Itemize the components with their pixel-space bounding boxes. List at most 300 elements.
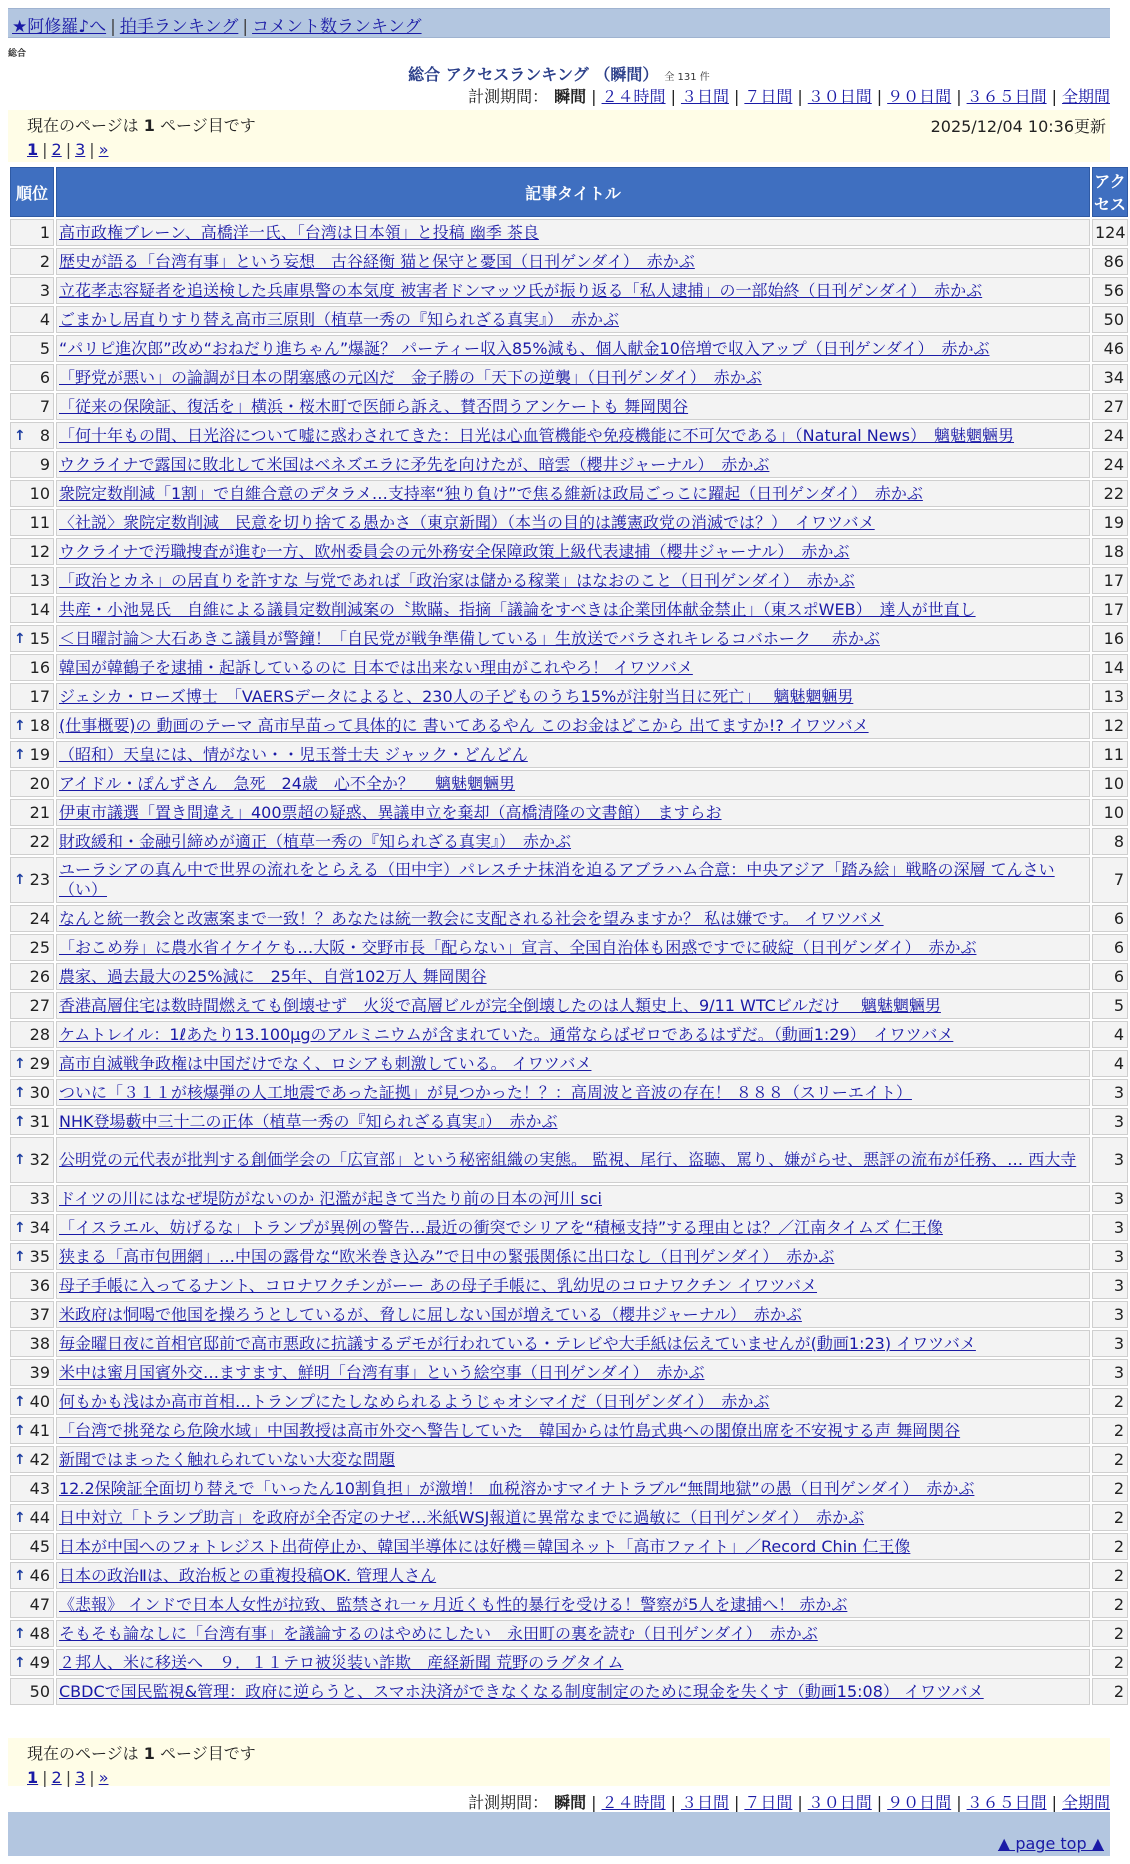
- rank-number: 50: [29, 1681, 50, 1701]
- table-row: [10, 509, 1128, 536]
- article-link[interactable]: 《悲報》 インドで日本人女性が拉致、監禁され一ヶ月近くも性的暴行を受ける！警察が5人を逮捕へ！ 赤かぶ: [59, 1594, 848, 1614]
- title-cell: [56, 625, 1090, 652]
- rank-number: 24: [29, 908, 50, 928]
- article-link[interactable]: そもそも論なしに「台湾有事」を議論するのはやめにしたい 永田町の裏を読む（日刊ゲンダイ） 赤かぶ: [59, 1623, 818, 1643]
- title-cell: [56, 1446, 1090, 1473]
- access-count: 24: [1092, 422, 1128, 449]
- ranking-title: 総合 アクセスランキング （瞬間）: [408, 65, 659, 84]
- access-count: 11: [1092, 741, 1128, 768]
- title-cell: [56, 393, 1090, 420]
- period-selector-top: [468, 84, 1110, 107]
- title-cell: [56, 451, 1090, 478]
- rank-cell: [10, 1301, 54, 1328]
- up-arrow-icon: ↑: [14, 746, 26, 763]
- updated-timestamp: 2025/12/04 10:36更新: [930, 117, 1106, 136]
- rank-number: 20: [29, 773, 50, 793]
- table-row: [10, 1417, 1128, 1444]
- article-link[interactable]: 「従来の保険証、復活を」横浜・桜木町で医師ら訴え、賛否問うアンケートも 舞岡関谷: [59, 396, 689, 416]
- period-separator: |: [1051, 1793, 1057, 1812]
- period-link[interactable]: ３６５日間: [966, 1793, 1047, 1812]
- table-row: [10, 654, 1128, 681]
- rank-cell: [10, 1417, 54, 1444]
- table-row: [10, 799, 1128, 826]
- article-link[interactable]: 狭まる「高市包囲網」…中国の露骨な“欧米巻き込み”で日中の緊張関係に出口なし（日刊ゲンダイ） 赤かぶ: [59, 1246, 835, 1266]
- article-link[interactable]: （昭和）天皇には、情がない・・児玉誉士夫 ジャック・どんどん: [59, 744, 528, 764]
- article-link[interactable]: NHK登場藪中三十二の正体（植草一秀の『知られざる真実』） 赤かぶ: [59, 1111, 558, 1131]
- table-row: [10, 1446, 1128, 1473]
- rank-number: 44: [29, 1507, 50, 1527]
- rank-cell: [10, 741, 54, 768]
- article-link[interactable]: 「おこめ券」に農水省イケイケも…大阪・交野市長「配らない」宣言、全国自治体も困惑ですでに破綻（日刊ゲンダイ） 赤かぶ: [59, 937, 977, 957]
- rank-cell: [10, 963, 54, 990]
- up-arrow-icon: ↑: [14, 1509, 26, 1526]
- up-arrow-icon: ↑: [14, 717, 26, 734]
- access-count: 3: [1092, 1243, 1128, 1270]
- rank-number: 12: [29, 541, 50, 561]
- table-row: [10, 1272, 1128, 1299]
- article-link[interactable]: 毎金曜日夜に首相官邸前で高市悪政に抗議するデモが行われている・テレビや大手紙は伝えていませんが(動画1:23) イワツバメ: [59, 1333, 976, 1353]
- up-arrow-icon: ↑: [14, 1113, 26, 1130]
- access-count: 2: [1092, 1446, 1128, 1473]
- period-link[interactable]: ３０日間: [807, 1793, 872, 1812]
- title-cell: [56, 567, 1090, 594]
- article-link[interactable]: ２邦人、米に移送へ ９．１１テロ被災装い詐欺 産経新聞 荒野のラグタイム: [59, 1652, 624, 1672]
- rank-number: 38: [29, 1333, 50, 1353]
- article-link[interactable]: ウクライナで露国に敗北して米国はベネズエラに矛先を向けたが、暗雲（櫻井ジャーナル） 赤かぶ: [59, 454, 770, 474]
- table-row: [10, 1562, 1128, 1589]
- access-count: 3: [1092, 1330, 1128, 1357]
- table-row: [10, 422, 1128, 449]
- article-link[interactable]: ついに「３１１が核爆弾の人工地震であった証拠」が見つかった！？：高周波と音波の存在！ ８８８（スリーエイト）: [59, 1082, 912, 1102]
- period-link[interactable]: ７日間: [744, 1793, 793, 1812]
- page-link-current[interactable]: 1: [27, 1768, 39, 1787]
- table-row: [10, 393, 1128, 420]
- table-row: [10, 1301, 1128, 1328]
- period-link[interactable]: ３日間: [680, 1793, 729, 1812]
- rank-number: 26: [29, 966, 50, 986]
- table-row: [10, 1137, 1128, 1183]
- rank-number: 13: [29, 570, 50, 590]
- rank-cell: [10, 1021, 54, 1048]
- rank-number: 36: [29, 1275, 50, 1295]
- rank-cell: [10, 1562, 54, 1589]
- rank-number: 46: [29, 1565, 50, 1585]
- table-row: [10, 934, 1128, 961]
- page-link-current[interactable]: 1: [27, 140, 39, 159]
- title-cell: [56, 857, 1090, 903]
- rank-cell: [10, 1050, 54, 1077]
- article-link[interactable]: 日本が中国へのフォトレジスト出荷停止か、韓国半導体には好機＝韓国ネット「高市ファイト」／Record Chin 仁王像: [59, 1536, 911, 1556]
- title-cell: [56, 1620, 1090, 1647]
- up-arrow-icon: ↑: [14, 630, 26, 647]
- page-link[interactable]: 3: [75, 140, 86, 159]
- up-arrow-icon: ↑: [14, 872, 26, 888]
- article-link[interactable]: 韓国が韓鶴子を逮捕・起訴しているのに 日本では出来ない理由がこれやろ！ イワツバメ: [59, 657, 693, 677]
- period-link[interactable]: ９０日間: [887, 1793, 952, 1812]
- access-count: 2: [1092, 1649, 1128, 1676]
- table-row: [10, 451, 1128, 478]
- period-separator: |: [1051, 87, 1057, 106]
- rank-cell: [10, 1504, 54, 1531]
- period-link[interactable]: ２４時間: [601, 87, 666, 106]
- period-separator: |: [797, 1793, 803, 1812]
- article-link[interactable]: 〈社説〉衆院定数削減 民意を切り捨てる愚かさ（東京新聞）（本当の目的は護憲政党の消滅では？） イワツバメ: [59, 512, 875, 532]
- article-link[interactable]: (仕事概要)の 動画のテーマ 高市早苗って具体的に 書いてあるやん このお金はどこから 出てますか!? イワツバメ: [59, 715, 869, 735]
- period-link[interactable]: ３日間: [680, 87, 729, 106]
- article-link[interactable]: ごまかし居直りすり替え高市三原則（植草一秀の『知られざる真実』） 赤かぶ: [59, 309, 620, 329]
- up-arrow-icon: ↑: [14, 1567, 26, 1584]
- article-link[interactable]: 日中対立「トランプ助言」を政府が全否定のナゼ…米紙WSJ報道に異常なまでに過敏に（日刊ゲンダイ） 赤かぶ: [59, 1507, 865, 1527]
- title-cell: [56, 538, 1090, 565]
- table-row: [10, 1504, 1128, 1531]
- home-link[interactable]: ★阿修羅♪へ: [12, 17, 107, 37]
- up-arrow-icon: ↑: [14, 1654, 26, 1671]
- title-cell: [56, 306, 1090, 333]
- table-header-row: [10, 167, 1128, 217]
- title-cell: [56, 741, 1090, 768]
- period-separator: |: [876, 1793, 883, 1812]
- rank-cell: [10, 625, 54, 652]
- table-row: [10, 364, 1128, 391]
- access-header: アクセス: [1092, 167, 1128, 217]
- period-separator: |: [956, 1793, 962, 1812]
- title-cell: [56, 1417, 1090, 1444]
- title-cell: [56, 1079, 1090, 1106]
- period-separator: |: [591, 87, 597, 106]
- rank-cell: [10, 335, 54, 362]
- access-count: 3: [1092, 1108, 1128, 1135]
- rank-cell: [10, 934, 54, 961]
- rank-cell: [10, 1388, 54, 1415]
- comment-ranking-link[interactable]: コメント数ランキング: [252, 17, 422, 37]
- period-link[interactable]: ２４時間: [601, 1793, 666, 1812]
- rank-number: 30: [29, 1082, 50, 1102]
- title-cell: [56, 1330, 1090, 1357]
- rank-cell: [10, 1446, 54, 1473]
- rank-cell: [10, 1243, 54, 1270]
- rank-cell: [10, 248, 54, 275]
- title-cell: [56, 509, 1090, 536]
- period-link[interactable]: ９０日間: [887, 87, 952, 106]
- table-row: [10, 770, 1128, 797]
- period-separator: |: [670, 87, 676, 106]
- title-cell: [56, 1301, 1090, 1328]
- table-row: [10, 1620, 1128, 1647]
- article-link[interactable]: ケムトレイル：1ℓあたり13.100μgのアルミニウムが含まれていた。通常ならばゼロであるはずだ。（動画1:29） イワツバメ: [59, 1024, 954, 1044]
- rank-cell: [10, 480, 54, 507]
- access-count: 4: [1092, 1050, 1128, 1077]
- title-cell: [56, 1649, 1090, 1676]
- article-link[interactable]: 高市政権ブレーン、高橋洋一氏、「台湾は日本領」と投稿 幽季 茶良: [59, 222, 539, 242]
- article-link[interactable]: 新聞ではまったく触れられていない大変な問題: [59, 1449, 396, 1469]
- table-row: [10, 905, 1128, 932]
- page-link[interactable]: 3: [75, 1768, 86, 1787]
- category-label: 総合: [8, 49, 27, 59]
- period-link[interactable]: ３０日間: [807, 87, 872, 106]
- ranking-heading: [0, 62, 1118, 85]
- article-link[interactable]: 高市自滅戦争政権は中国だけでなく、ロシアも刺激している。 イワツバメ: [59, 1053, 592, 1073]
- access-count: 3: [1092, 1079, 1128, 1106]
- title-cell: [56, 1108, 1090, 1135]
- title-cell: [56, 1021, 1090, 1048]
- article-link[interactable]: 公明党の元代表が批判する創価学会の「広宣部」という秘密組織の実態。 監視、尾行、盗聴、罵り、嫌がらせ、悪評の流布が任務、… 西大寺: [59, 1150, 1077, 1169]
- access-count: 18: [1092, 538, 1128, 565]
- up-arrow-icon: ↑: [14, 1084, 26, 1101]
- title-cell: [56, 992, 1090, 1019]
- rank-number: 19: [29, 744, 50, 764]
- article-link[interactable]: ＜日曜討論＞大石あきこ議員が警鐘！「自民党が戦争準備している」生放送でバラされキレるコバホーク 赤かぶ: [59, 628, 880, 648]
- title-cell: [56, 712, 1090, 739]
- table-row: [10, 712, 1128, 739]
- up-arrow-icon: ↑: [14, 1393, 26, 1410]
- article-link[interactable]: 米政府は恫喝で他国を操ろうとしているが、脅しに屈しない国が増えている（櫻井ジャーナル） 赤かぶ: [59, 1304, 802, 1324]
- rank-cell: [10, 799, 54, 826]
- rank-number: 21: [29, 802, 50, 822]
- access-count: 4: [1092, 1021, 1128, 1048]
- table-row: [10, 963, 1128, 990]
- rank-cell: [10, 393, 54, 420]
- page-link[interactable]: 2: [51, 1768, 62, 1787]
- article-link[interactable]: CBDCで国民監視&管理：政府に逆らうと、スマホ決済ができなくなる制度制定のために現金を失くす（動画15:08） イワツバメ: [59, 1681, 984, 1701]
- access-count: 2: [1092, 1533, 1128, 1560]
- period-current: 瞬間: [554, 87, 587, 106]
- title-cell: [56, 1475, 1090, 1502]
- article-link[interactable]: 衆院定数削減「1割」で自維合意のデタラメ…支持率“独り負け”で焦る維新は政局ごっこに躍起（日刊ゲンダイ） 赤かぶ: [59, 483, 923, 503]
- period-label: 計測期間：: [468, 87, 549, 106]
- rank-number: 49: [29, 1652, 50, 1672]
- table-row: [10, 277, 1128, 304]
- access-count: 17: [1092, 567, 1128, 594]
- article-link[interactable]: ユーラシアの真ん中で世界の流れをとらえる（田中宇）パレスチナ抹消を迫るアブラハム合意：中央アジア「踏み絵」戦略の深層 てんさい（い）: [59, 860, 1055, 899]
- table-row: [10, 1185, 1128, 1212]
- title-cell: [56, 654, 1090, 681]
- rank-cell: [10, 1533, 54, 1560]
- rank-number: 40: [29, 1391, 50, 1411]
- access-count: 2: [1092, 1417, 1128, 1444]
- period-separator: |: [733, 1793, 740, 1812]
- access-count: 14: [1092, 654, 1128, 681]
- rank-number: 43: [29, 1478, 50, 1498]
- article-link[interactable]: アイドル・ぽんずさん 急死 24歳 心不全か？ 魑魅魍魎男: [59, 773, 516, 793]
- rank-cell: [10, 451, 54, 478]
- page-separator: |: [89, 140, 95, 159]
- table-row: [10, 857, 1128, 903]
- table-row: [10, 248, 1128, 275]
- title-cell: [56, 1137, 1090, 1183]
- article-link[interactable]: 「何十年もの間、日光浴について嘘に惑わされてきた：日光は心血管機能や免疫機能に不可欠である」（Natural News） 魑魅魍魎男: [59, 425, 1015, 445]
- rank-number: 23: [29, 870, 50, 889]
- access-count: 56: [1092, 277, 1128, 304]
- page-separator: |: [89, 1768, 95, 1787]
- rank-cell: [10, 1214, 54, 1241]
- article-link[interactable]: 「イスラエル、妨げるな」トランプが異例の警告…最近の衝突でシリアを“積極支持”する理由とは？／江南タイムズ 仁王像: [59, 1217, 943, 1237]
- title-cell: [56, 1678, 1090, 1705]
- access-count: 5: [1092, 992, 1128, 1019]
- page-link[interactable]: »: [98, 140, 109, 159]
- title-cell: [56, 364, 1090, 391]
- article-link[interactable]: 伊東市議選「置き間違え」400票超の疑惑、異議申立を棄却（高橋清隆の文書館） ますらお: [59, 802, 722, 822]
- table-row: [10, 567, 1128, 594]
- period-link[interactable]: 全期間: [1061, 1793, 1110, 1812]
- table-row: [10, 1591, 1128, 1618]
- access-count: 10: [1092, 799, 1128, 826]
- page-link[interactable]: 2: [51, 140, 62, 159]
- title-cell: [56, 770, 1090, 797]
- rank-cell: [10, 712, 54, 739]
- access-count: 3: [1092, 1272, 1128, 1299]
- table-row: [10, 1243, 1128, 1270]
- rank-number: 48: [29, 1623, 50, 1643]
- access-count: 2: [1092, 1388, 1128, 1415]
- up-arrow-icon: ↑: [14, 1055, 26, 1072]
- period-current: 瞬間: [554, 1793, 587, 1812]
- table-row: [10, 1079, 1128, 1106]
- title-cell: [56, 1388, 1090, 1415]
- rank-cell: [10, 1649, 54, 1676]
- rank-number: 31: [29, 1111, 50, 1131]
- rank-number: 32: [29, 1150, 50, 1169]
- rank-cell: [10, 1108, 54, 1135]
- rank-cell: [10, 596, 54, 623]
- article-link[interactable]: 何もかも浅はか高市首相…トランプにたしなめられるようじゃオシマイだ（日刊ゲンダイ） 赤かぶ: [59, 1391, 770, 1411]
- rank-cell: [10, 1079, 54, 1106]
- rank-number: 18: [29, 715, 50, 735]
- rank-number: 3: [39, 280, 50, 300]
- rank-number: 25: [29, 937, 50, 957]
- rank-number: 11: [29, 512, 50, 532]
- title-cell: [56, 1533, 1090, 1560]
- rank-cell: [10, 509, 54, 536]
- page-separator: |: [65, 140, 72, 159]
- article-link[interactable]: 日本の政治Ⅱは、政治板との重複投稿OK. 管理人さん: [59, 1565, 437, 1585]
- rank-number: 41: [29, 1420, 50, 1440]
- rank-number: 29: [29, 1053, 50, 1073]
- rank-number: 4: [39, 309, 50, 329]
- article-link[interactable]: 共産・小池晃氏 自維による議員定数削減案の〝欺瞞〟指摘「議論をすべきは企業団体献金禁止」（東スポWEB） 達人が世直し: [59, 599, 976, 619]
- period-separator: |: [733, 87, 740, 106]
- rank-number: 6: [39, 367, 50, 387]
- rank-number: 42: [29, 1449, 50, 1469]
- table-row: [10, 741, 1128, 768]
- access-count: 2: [1092, 1475, 1128, 1502]
- table-row: [10, 1475, 1128, 1502]
- rank-number: 9: [39, 454, 50, 474]
- title-cell: [56, 1359, 1090, 1386]
- rank-number: 39: [29, 1362, 50, 1382]
- title-cell: [56, 1591, 1090, 1618]
- rank-number: 7: [39, 396, 50, 416]
- period-link[interactable]: ７日間: [744, 87, 793, 106]
- access-count: 3: [1092, 1137, 1128, 1183]
- nav-separator: |: [242, 17, 249, 37]
- article-link[interactable]: 香港高層住宅は数時間燃えても倒壊せず 火災で高層ビルが完全倒壊したのは人類史上、9/11 WTCビルだけ 魑魅魍魎男: [59, 995, 941, 1015]
- pager-bottom: [8, 1738, 1110, 1786]
- rank-number: 17: [29, 686, 50, 706]
- access-count: 24: [1092, 451, 1128, 478]
- applause-ranking-link[interactable]: 拍手ランキング: [119, 17, 239, 37]
- rank-number: 15: [29, 628, 50, 648]
- title-cell: [56, 1504, 1090, 1531]
- access-count: 10: [1092, 770, 1128, 797]
- page-link[interactable]: »: [98, 1768, 109, 1787]
- article-link[interactable]: 「台湾で挑発なら危険水域」中国教授は高市外交へ警告していた 韓国からは竹島式典への閣僚出席を不安視する声 舞岡関谷: [59, 1420, 961, 1440]
- article-link[interactable]: 農家、過去最大の25%減に 25年、自営102万人 舞岡関谷: [59, 966, 487, 986]
- title-cell: [56, 219, 1090, 246]
- access-count: 8: [1092, 828, 1128, 855]
- page-links: [27, 1768, 1098, 1787]
- rank-number: 10: [29, 483, 50, 503]
- rank-number: 33: [29, 1188, 50, 1208]
- article-link[interactable]: 母子手帳に入ってるナント、コロナワクチンがーー あの母子手帳に、乳幼児のコロナワクチン イワツバメ: [59, 1275, 818, 1295]
- title-cell: [56, 596, 1090, 623]
- article-link[interactable]: ドイツの川にはなぜ堤防がないのか 氾濫が起きて当たり前の日本の河川 sci: [59, 1188, 602, 1208]
- article-link[interactable]: 12.2保険証全面切り替えで「いったん10割負担」が激増！ 血税溶かすマイナトラブル“無間地獄”の愚（日刊ゲンダイ） 赤かぶ: [59, 1478, 975, 1498]
- article-link[interactable]: 歴史が語る「台湾有事」という妄想 古谷経衡 猫と保守と憂国（日刊ゲンダイ） 赤かぶ: [59, 251, 695, 271]
- title-cell: [56, 277, 1090, 304]
- up-arrow-icon: ↑: [14, 1248, 26, 1265]
- rank-number: 22: [29, 831, 50, 851]
- period-selector-bottom: [468, 1790, 1110, 1813]
- rank-number: 5: [39, 338, 50, 358]
- access-count: 17: [1092, 596, 1128, 623]
- period-link[interactable]: 全期間: [1061, 87, 1110, 106]
- access-count: 19: [1092, 509, 1128, 536]
- article-link[interactable]: ウクライナで汚職捜査が進む一方、欧州委員会の元外務安全保障政策上級代表逮捕（櫻井ジャーナル） 赤かぶ: [59, 541, 850, 561]
- access-count: 2: [1092, 1620, 1128, 1647]
- article-link[interactable]: なんと統一教会と改憲案まで一致！？あなたは統一教会に支配される社会を望みますか？ 私は嫌です。 イワツバメ: [59, 908, 884, 928]
- article-link[interactable]: 「野党が悪い」の論調が日本の閉塞感の元凶だ 金子勝の「天下の逆襲」（日刊ゲンダイ） 赤かぶ: [59, 367, 762, 387]
- period-separator: |: [876, 87, 883, 106]
- article-link[interactable]: 立花孝志容疑者を追送検した兵庫県警の本気度 被害者ドンマッツ氏が振り返る「私人逮捕」の一部始終（日刊ゲンダイ） 赤かぶ: [59, 280, 983, 300]
- rank-cell: [10, 1359, 54, 1386]
- total-count: 全 131 件: [664, 72, 710, 83]
- page-top-link[interactable]: ▲ page top ▲: [997, 1834, 1104, 1853]
- access-count: 2: [1092, 1504, 1128, 1531]
- article-link[interactable]: ジェシカ・ローズ博士 「VAERSデータによると、230人の子どものうち15%が注射当日に死亡」 魑魅魍魎男: [59, 686, 854, 706]
- title-cell: [56, 1214, 1090, 1241]
- rank-cell: [10, 1678, 54, 1705]
- period-link[interactable]: ３６５日間: [966, 87, 1047, 106]
- bottom-bar: [8, 1812, 1110, 1856]
- rank-cell: [10, 364, 54, 391]
- table-row: [10, 1678, 1128, 1705]
- rank-cell: [10, 905, 54, 932]
- rank-cell: [10, 277, 54, 304]
- rank-number: 2: [39, 251, 50, 271]
- access-count: 27: [1092, 393, 1128, 420]
- access-count: 2: [1092, 1678, 1128, 1705]
- article-link[interactable]: “パリピ進次郎”改め“おねだり進ちゃん”爆誕？ パーティー収入85%減も、個人献金10倍増で収入アップ（日刊ゲンダイ） 赤かぶ: [59, 338, 990, 358]
- access-count: 12: [1092, 712, 1128, 739]
- rank-cell: [10, 1330, 54, 1357]
- rank-cell: [10, 1272, 54, 1299]
- title-cell: [56, 335, 1090, 362]
- table-row: [10, 683, 1128, 710]
- rank-number: 37: [29, 1304, 50, 1324]
- rank-number: 14: [29, 599, 50, 619]
- article-link[interactable]: 財政緩和・金融引締めが適正（植草一秀の『知られざる真実』） 赤かぶ: [59, 831, 572, 851]
- article-link[interactable]: 米中は蜜月国賓外交…ますます、鮮明「台湾有事」という絵空事（日刊ゲンダイ） 赤かぶ: [59, 1362, 705, 1382]
- up-arrow-icon: ↑: [14, 1152, 26, 1168]
- title-header: 記事タイトル: [56, 167, 1090, 217]
- up-arrow-icon: ↑: [14, 1219, 26, 1236]
- current-page-text: 現在のページは 1 ページ目です: [27, 1744, 256, 1763]
- table-row: [10, 1649, 1128, 1676]
- title-cell: [56, 934, 1090, 961]
- article-link[interactable]: 「政治とカネ」の居直りを許すな 与党であれば「政治家は儲かる稼業」はなおのこと（日刊ゲンダイ） 赤かぶ: [59, 570, 855, 590]
- rank-cell: [10, 1475, 54, 1502]
- period-separator: |: [670, 1793, 676, 1812]
